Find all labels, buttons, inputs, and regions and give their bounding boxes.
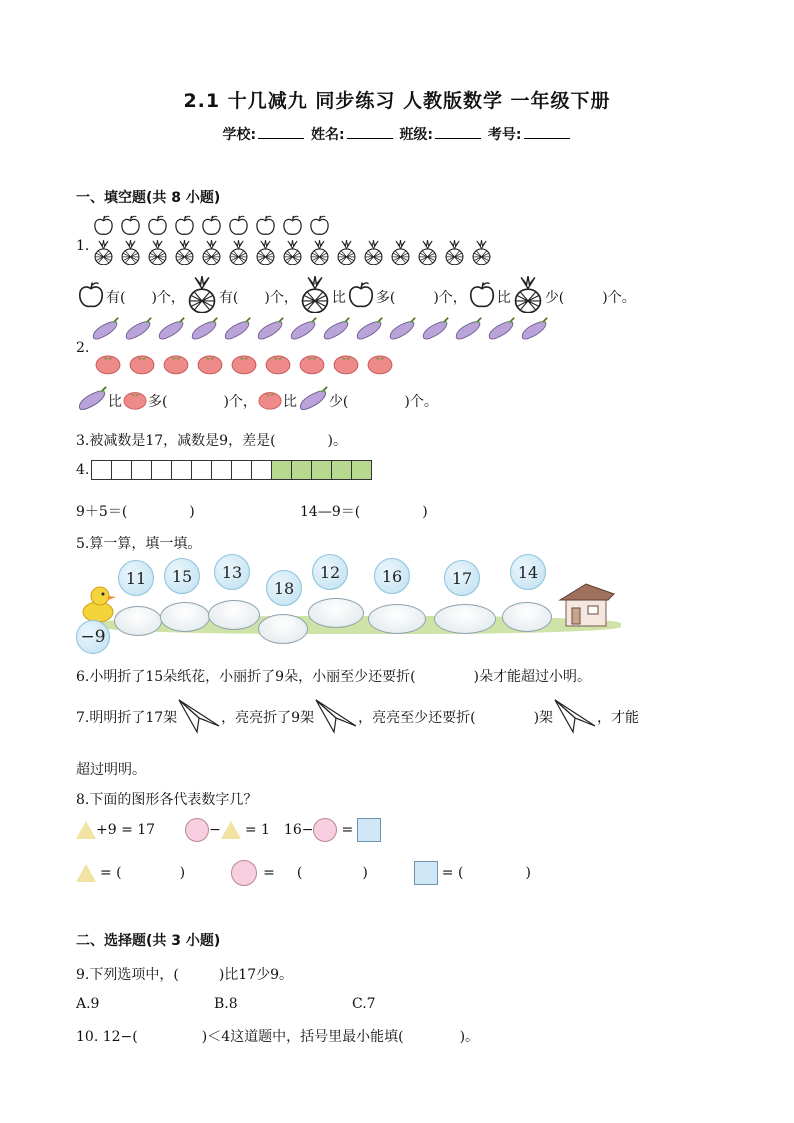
q4-eq1: 9＋5＝( <box>76 504 128 520</box>
paper-plane-icon <box>314 696 358 738</box>
white-cell <box>171 460 192 480</box>
number-bubble: 12 <box>312 554 348 590</box>
q10-text-2: )＜4这道题中，括号里最小能填( <box>201 1029 404 1045</box>
pineapple-icon <box>254 240 277 269</box>
q3-question: 3.被减数是17，减数是9，差是( <box>76 433 276 449</box>
q5-text: 5.算一算，填一填。 <box>76 536 202 552</box>
stone <box>308 598 364 628</box>
page-title: 2.1 十几减九 同步练习 人教版数学 一年级下册 <box>183 90 611 112</box>
q1-text-2: )个， <box>151 289 185 306</box>
q1-text-8: 比 <box>496 289 511 306</box>
q1-text-9: 少( <box>544 289 565 306</box>
q1-text-4: )个， <box>264 289 298 306</box>
square-icon <box>414 861 438 885</box>
tomato-icon <box>264 351 292 379</box>
stone <box>160 602 210 632</box>
green-cell <box>351 460 372 480</box>
green-cell <box>291 460 312 480</box>
tomato-icon <box>196 351 224 379</box>
apple-icon <box>467 280 497 314</box>
q2-text-6: )个。 <box>404 393 438 410</box>
stone <box>258 614 308 644</box>
q9-text <box>76 964 293 984</box>
apple-icon <box>281 214 304 241</box>
apple-icon <box>173 214 196 241</box>
pineapple-icon <box>281 240 304 269</box>
pineapple-icon <box>298 276 332 317</box>
number-bubble: 13 <box>214 554 250 590</box>
q2-sentence <box>76 385 438 416</box>
triangle-icon <box>221 821 241 839</box>
green-cell <box>311 460 332 480</box>
apple-icon <box>308 214 331 241</box>
q7-text-2: ，亮亮折了9架 <box>221 710 315 726</box>
q8-a3: = ( <box>441 865 464 881</box>
eggplant-icon <box>354 316 384 346</box>
apple-icon <box>146 214 169 241</box>
circle-icon <box>313 818 337 842</box>
q4-equation-1 <box>76 501 195 521</box>
stone <box>208 600 260 630</box>
circle-icon <box>231 860 257 886</box>
q1-text-6: 多( <box>375 289 396 306</box>
school-label: 学校: <box>222 127 257 143</box>
q10-text-3: )。 <box>459 1029 480 1045</box>
pineapple-icon <box>173 240 196 269</box>
eggplant-icon <box>222 316 252 346</box>
section-fill-heading: 一、填空题(共 8 小题) <box>76 190 221 206</box>
q4-equation-2 <box>300 501 428 521</box>
pineapple-icon <box>185 276 219 317</box>
stone <box>368 604 426 634</box>
class-blank[interactable] <box>435 126 481 139</box>
apple-icon <box>346 280 376 314</box>
minus-nine-bubble: −9 <box>76 620 110 654</box>
q9-option-b[interactable]: B.8 <box>214 996 238 1012</box>
pineapple-icon <box>308 240 331 269</box>
white-cell <box>251 460 272 480</box>
tomato-icon <box>162 351 190 379</box>
pineapple-icon <box>146 240 169 269</box>
q8-a1: = ( <box>100 865 122 881</box>
white-cell <box>91 460 112 480</box>
tomato-icon <box>366 351 394 379</box>
q7-line <box>76 696 639 738</box>
white-cell <box>131 460 152 480</box>
q2-text-1: 比 <box>108 393 122 410</box>
pineapple-row <box>92 240 493 269</box>
apple-icon <box>254 214 277 241</box>
q8-e2: − <box>209 822 221 838</box>
apple-icon <box>119 214 142 241</box>
eggplant-icon <box>321 316 351 346</box>
circle-icon <box>185 818 209 842</box>
q9-option-c[interactable]: C.7 <box>352 996 376 1012</box>
q8-e4: 16− <box>283 822 314 838</box>
q3-text <box>76 430 347 450</box>
number-bubble: 16 <box>374 558 410 594</box>
pineapple-icon <box>335 240 358 269</box>
pineapple-icon <box>119 240 142 269</box>
house-icon <box>558 580 618 628</box>
exam-label: 考号: <box>487 127 522 143</box>
q9-end: )比17少9。 <box>218 967 294 983</box>
q6-question: 6.小明折了15朵纸花，小丽折了9朵，小丽至少还要折( <box>76 669 416 685</box>
q4-eq1-end: ) <box>189 504 195 520</box>
pineapple-icon <box>389 240 412 269</box>
white-cell <box>111 460 132 480</box>
eggplant-icon <box>387 316 417 346</box>
apple-icon <box>92 214 115 241</box>
white-cell <box>231 460 252 480</box>
q5-scene <box>76 552 626 652</box>
pineapple-icon <box>443 240 466 269</box>
q2-text-4: 比 <box>282 393 297 410</box>
q8-a1-end: ) <box>179 865 186 881</box>
q1-text-10: )个。 <box>602 289 636 306</box>
triangle-icon <box>76 821 96 839</box>
eggplant-icon <box>453 316 483 346</box>
square-icon <box>357 818 381 842</box>
q7-text-3: ，亮亮至少还要折( <box>358 710 476 726</box>
stone <box>434 604 496 634</box>
q7-text-4: )架 <box>533 710 554 726</box>
q8-text: 8.下面的图形各代表数字几？ <box>76 792 258 808</box>
paper-plane-icon <box>553 696 597 738</box>
eggplant-icon <box>189 316 219 346</box>
tomato-icon <box>128 351 156 379</box>
eggplant-icon <box>297 385 329 416</box>
pineapple-icon <box>416 240 439 269</box>
paper-plane-icon <box>177 696 221 738</box>
q4-number: 4. <box>76 462 90 478</box>
eggplant-icon <box>90 316 120 346</box>
eggplant-icon <box>255 316 285 346</box>
white-cell <box>151 460 172 480</box>
student-info-line <box>0 124 794 144</box>
stone <box>114 606 162 636</box>
q1-number: 1. <box>76 238 90 254</box>
apple-icon <box>76 280 106 314</box>
q3-end: )。 <box>327 433 348 449</box>
q10-text <box>76 1026 479 1046</box>
pineapple-icon <box>92 240 115 269</box>
tomato-icon <box>122 388 148 414</box>
tomato-row <box>94 351 394 379</box>
q8-a2-end: ) <box>362 865 368 881</box>
q9-question: 9.下列选项中，( <box>76 967 179 983</box>
q1-text-1: 有( <box>106 289 126 306</box>
q6-text <box>76 666 591 686</box>
q8-answers <box>76 860 531 886</box>
class-label: 班级: <box>399 127 434 143</box>
q4-eq2: 14—9＝( <box>300 504 361 520</box>
apple-icon <box>200 214 223 241</box>
q8-e5: = <box>341 822 354 838</box>
name-blank[interactable] <box>347 126 393 139</box>
stone <box>502 602 552 632</box>
pineapple-icon <box>227 240 250 269</box>
apple-icon <box>227 214 250 241</box>
q6-end: )朵才能超过小明。 <box>473 669 592 685</box>
pineapple-icon <box>362 240 385 269</box>
apple-row <box>92 214 331 241</box>
duck-icon <box>78 582 118 624</box>
q8-a3-end: ) <box>525 865 531 881</box>
section-choice-heading: 二、选择题(共 3 小题) <box>76 933 221 949</box>
pineapple-icon <box>511 276 545 317</box>
tomato-icon <box>257 388 283 414</box>
q8-a2-open: ( <box>296 865 303 881</box>
white-cell <box>191 460 212 480</box>
eggplant-icon <box>420 316 450 346</box>
eggplant-icon <box>156 316 186 346</box>
q7-text-1: 7.明明折了17架 <box>76 710 178 726</box>
q8-a2: = <box>263 865 275 881</box>
school-blank[interactable] <box>258 126 304 139</box>
q2-number: 2. <box>76 340 90 356</box>
q8-e1: +9 = 17 <box>96 822 156 838</box>
eggplant-icon <box>288 316 318 346</box>
counting-grid <box>92 460 372 480</box>
tomato-icon <box>230 351 258 379</box>
white-cell <box>211 460 232 480</box>
pineapple-icon <box>200 240 223 269</box>
exam-blank[interactable] <box>524 126 570 139</box>
number-bubble: 14 <box>510 554 546 590</box>
number-bubble: 11 <box>118 560 154 596</box>
eggplant-row <box>90 316 549 346</box>
q1-text-7: )个， <box>433 289 467 306</box>
q8-equations <box>76 818 381 842</box>
number-bubble: 15 <box>164 558 200 594</box>
q2-text-3: )个， <box>223 393 257 410</box>
green-cell <box>271 460 292 480</box>
number-bubble: 18 <box>266 570 302 606</box>
q2-text-5: 少( <box>328 393 349 410</box>
q2-text-2: 多( <box>148 393 168 410</box>
q8-e3: = 1 <box>244 822 270 838</box>
q1-text-3: 有( <box>218 289 239 306</box>
pineapple-icon <box>470 240 493 269</box>
eggplant-icon <box>486 316 516 346</box>
tomato-icon <box>94 351 122 379</box>
triangle-icon <box>76 864 96 882</box>
q1-sentence <box>76 276 636 317</box>
name-label: 姓名: <box>310 127 345 143</box>
tomato-icon <box>332 351 360 379</box>
eggplant-icon <box>76 385 108 416</box>
eggplant-icon <box>519 316 549 346</box>
q7-text-6: 超过明明。 <box>76 762 146 778</box>
eggplant-icon <box>123 316 153 346</box>
number-bubble: 17 <box>444 560 480 596</box>
q10-text-1: 10. 12−( <box>76 1029 138 1045</box>
q7-text-5: ，才能 <box>597 710 640 726</box>
q1-text-5: 比 <box>331 289 346 306</box>
tomato-icon <box>298 351 326 379</box>
q9-option-a[interactable]: A.9 <box>76 996 100 1012</box>
q4-eq2-end: ) <box>422 504 428 520</box>
green-cell <box>331 460 352 480</box>
